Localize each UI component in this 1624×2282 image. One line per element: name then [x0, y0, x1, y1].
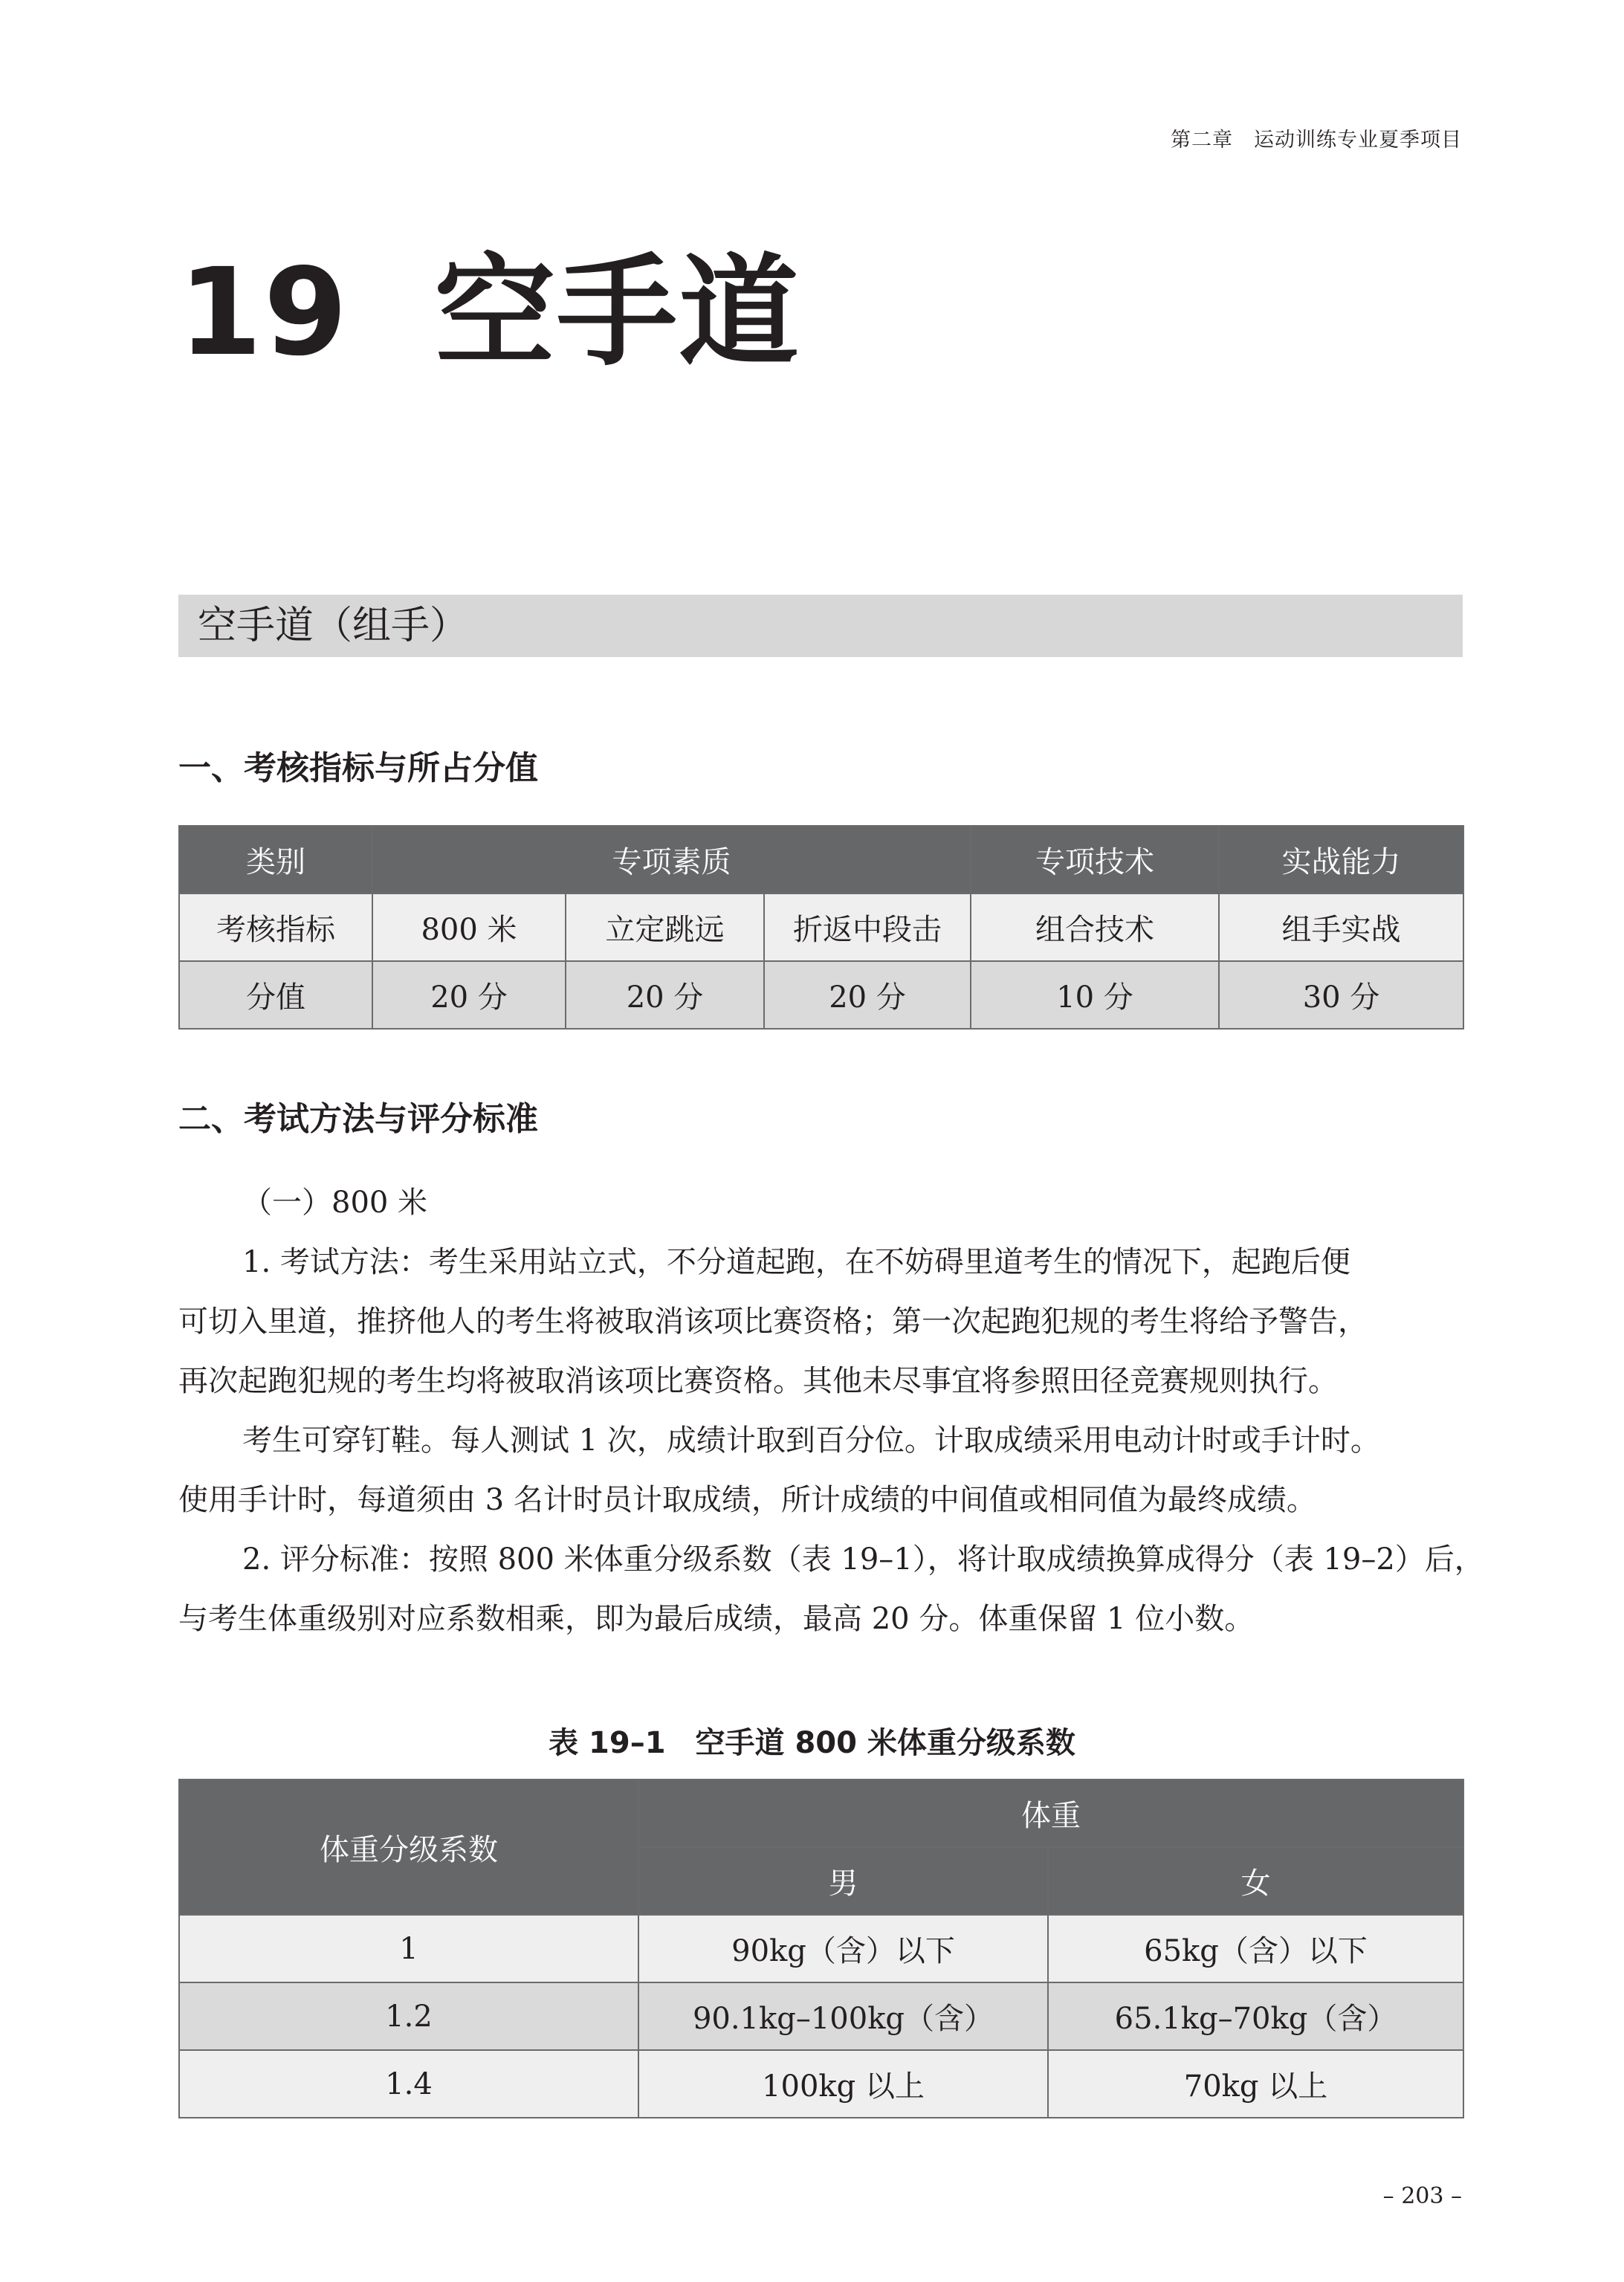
header-combat-ability: 实战能力: [1219, 826, 1463, 893]
section-title-bar: 空手道（组手）: [178, 595, 1463, 657]
paragraph-line: 考生可穿钉鞋。每人测试 1 次，成绩计取到百分位。计取成绩采用电动计时或手计时。: [242, 1423, 1380, 1458]
chapter-title: [178, 243, 800, 383]
heading-exam-method: 二、考试方法与评分标准: [178, 1100, 538, 1138]
table-cell: 1: [179, 1915, 638, 1982]
chapter-number: 19: [178, 243, 349, 383]
running-head: 第二章 运动训练专业夏季项目: [1171, 129, 1462, 152]
table-cell: 800 米: [372, 893, 566, 961]
paragraph-timing: [178, 1411, 1463, 1530]
table-row: [179, 961, 1463, 1029]
paragraph-line: 1. 考试方法：考生采用站立式，不分道起跑，在不妨碍里道考生的情况下，起跑后便: [242, 1245, 1350, 1279]
table-cell: 70kg 以上: [1048, 2050, 1463, 2118]
table-row: [179, 1915, 1463, 1982]
table-cell: 65kg（含）以下: [1048, 1915, 1463, 1982]
header-category: 类别: [179, 826, 372, 893]
paragraph-line: 可切入里道，推挤他人的考生将被取消该项比赛资格；第一次起跑犯规的考生将给予警告，: [178, 1305, 1368, 1339]
table-cell: 90.1kg–100kg（含）: [638, 1982, 1048, 2050]
table-cell: 90kg（含）以下: [638, 1915, 1048, 1982]
paragraph-line: 与考生体重级别对应系数相乘，即为最后成绩，最高 20 分。体重保留 1 位小数。: [178, 1602, 1255, 1636]
table-cell: 组手实战: [1219, 893, 1463, 961]
table-cell: 组合技术: [971, 893, 1219, 961]
paragraph-line: 再次起跑犯规的考生均将被取消该项比赛资格。其他未尽事宜将参照田径竞赛规则执行。: [178, 1364, 1338, 1398]
table-cell: 20 分: [372, 961, 566, 1029]
page-number: – 203 –: [1382, 2183, 1462, 2209]
weight-coefficient-table: [178, 1779, 1464, 2118]
header-weight: 体重: [638, 1780, 1463, 1847]
table-caption: 表 19–1 空手道 800 米体重分级系数: [549, 1726, 1075, 1760]
table-cell: 20 分: [764, 961, 971, 1029]
table-cell: 10 分: [971, 961, 1219, 1029]
chapter-name: 空手道: [435, 243, 800, 383]
table-cell: 65.1kg–70kg（含）: [1048, 1982, 1463, 2050]
table-cell: 立定跳远: [566, 893, 764, 961]
subsection-title: [178, 1173, 1463, 1232]
table-cell: 分值: [179, 961, 372, 1029]
header-male: 男: [638, 1847, 1048, 1915]
table-row: [179, 1982, 1463, 2050]
assessment-score-table: [178, 825, 1464, 1030]
header-special-fitness: 专项素质: [372, 826, 971, 893]
table-cell: 20 分: [566, 961, 764, 1029]
table-row: [179, 2050, 1463, 2118]
header-female: 女: [1048, 1847, 1463, 1915]
subsection-800m: （一）800 米: [242, 1186, 428, 1220]
table-cell: 1.2: [179, 1982, 638, 2050]
paragraph-scoring: [178, 1530, 1484, 1649]
header-coefficient: 体重分级系数: [179, 1780, 638, 1915]
paragraph-line: 使用手计时，每道须由 3 名计时员计取成绩，所计成绩的中间值或相同值为最终成绩。: [178, 1483, 1316, 1517]
paragraph-exam-method: [178, 1232, 1463, 1411]
heading-assessment-indicators: 一、考核指标与所占分值: [178, 749, 538, 787]
header-special-technique: 专项技术: [971, 826, 1219, 893]
table-row: [179, 893, 1463, 961]
table-cell: 考核指标: [179, 893, 372, 961]
table-header-row: [179, 1780, 1463, 1847]
table-cell: 1.4: [179, 2050, 638, 2118]
paragraph-line: 2. 评分标准：按照 800 米体重分级系数（表 19–1），将计取成绩换算成得分（表 19–2）后，: [242, 1542, 1484, 1577]
table-cell: 30 分: [1219, 961, 1463, 1029]
table-cell: 折返中段击: [764, 893, 971, 961]
table-cell: 100kg 以上: [638, 2050, 1048, 2118]
table-header-row: [179, 826, 1463, 893]
